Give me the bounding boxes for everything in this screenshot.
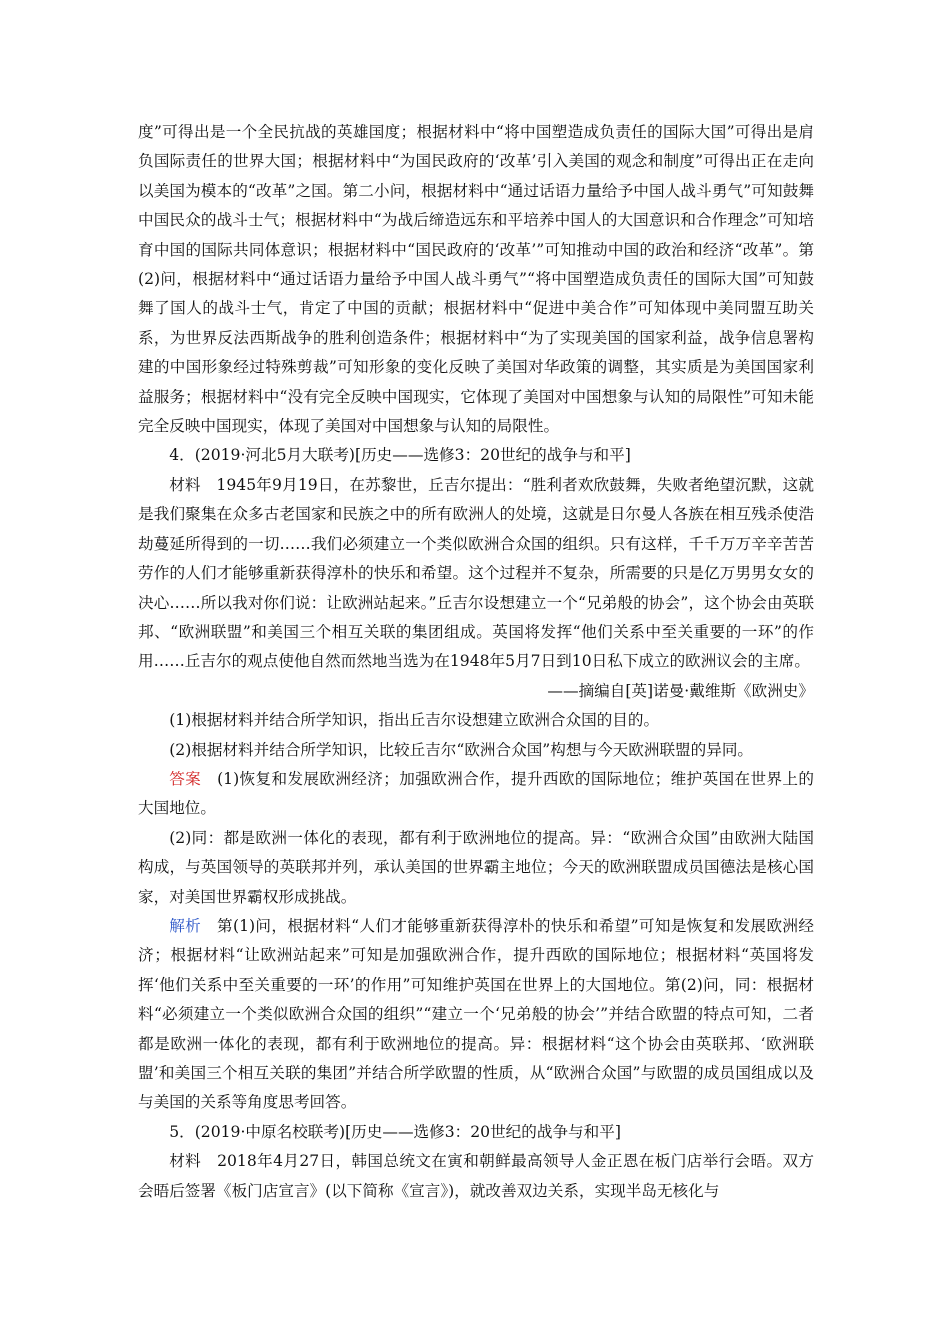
- analysis-paragraph: [138, 912, 814, 1118]
- analysis-continuation: 度”可得出是一个全民抗战的英雄国度；根据材料中“将中国塑造成负责任的国际大国”可得出是肩负国际责任的世界大国；根据材料中“为国民政府的‘改革’引入美国的观念和制度”可得出正在走向以美国为模本的“改革”之国。第二小问，根据材料中“通过话语力量给予中国人战斗勇气”可知鼓舞中国民众的战斗士气；根据材料中“为战后缔造远东和平培养中国人的大国意识和合作理念”可知培育中国的国际共同体意识；根据材料中“国民政府的‘改革’”可知推动中国的政治和经济“改革”。第(2)问，根据材料中“通过话语力量给予中国人战斗勇气”“将中国塑造成负责任的国际大国”可知鼓舞了国人的战斗士气，肯定了中国的贡献；根据材料中“促进中美合作”可知体现中美同盟互助关系，为世界反法西斯战争的胜利创造条件；根据材料中“为了实现美国的国家利益，战争信息署构建的中国形象经过特殊剪裁”可知形象的变化反映了美国对华政策的调整，其实质是为美国国家利益服务；根据材料中“没有完全反映中国现实，它体现了美国对中国想象与认知的局限性”可知未能完全反映中国现实，体现了美国对中国想象与认知的局限性。: [138, 123, 814, 436]
- answer-paragraph: [138, 765, 814, 824]
- question-4-part-1: (1)根据材料并结合所学知识，指出丘吉尔设想建立欧洲合众国的目的。: [169, 711, 660, 730]
- question-4-material: 材料 1945年9月19日，在苏黎世，丘吉尔提出：“胜利者欢欣鼓舞，失败者绝望沉默，这就是我们聚集在众多古老国家和民族之中的所有欧洲人的处境，这就是日尔曼人各族在相互残杀使浩劫蔓延所得到的一切……我们必须建立一个类似欧洲合众国的组织。只有这样，千千万万辛辛苦苦劳作的人们才能够重新获得淳朴的快乐和希望。这个过程并不复杂，所需要的只是亿万男男女女的决心……所以我对你们说：让欧洲站起来。”丘吉尔设想建立一个“兄弟般的协会”，这个协会由英联邦、“欧洲联盟”和美国三个相互关联的集团组成。英国将发挥“他们关系中至关重要的一环”的作用……丘吉尔的观点使他自然而然地当选为在1948年5月7日到10日私下成立的欧洲议会的主席。: [138, 475, 814, 671]
- answer-label: 答案: [169, 769, 202, 788]
- analysis-text: 第(1)问，根据材料“人们才能够重新获得淳朴的快乐和希望”可知是恢复和发展欧洲经济；根据材料“让欧洲站起来”可知是加强欧洲合作，提升西欧的国际地位；根据材料“英国将发挥‘他们关系中至关重要的一环’的作用”可知维护英国在世界上的大国地位。第(2)问，同：根据材料“必须建立一个类似欧洲合众国的组织”“建立一个‘兄弟般的协会’”并结合欧盟的特点可知，二者都是欧洲一体化的表现，都有利于欧洲地位的提高。异：根据材料“这个协会由英联邦、‘欧洲联盟’和美国三个相互关联的集团”并结合所学欧盟的性质，从“欧洲合众国”与欧盟的成员国组成以及与美国的关系等角度思考回答。: [138, 916, 814, 1112]
- document-page: [138, 118, 814, 1206]
- question-5-material: 材料 2018年4月27日，韩国总统文在寅和朝鲜最高领导人金正恩在板门店举行会晤。双方会晤后签署《板门店宣言》(以下简称《宣言》)，就改善双边关系，实现半岛无核化与: [138, 1152, 814, 1200]
- analysis-label: 解析: [169, 916, 202, 935]
- question-4-header: 4．(2019·河北5月大联考)[历史——选修3：20世纪的战争与和平]: [169, 446, 631, 465]
- material-source: ——摘编自[英]诺曼·戴维斯《欧洲史》: [547, 681, 814, 700]
- question-5-header: 5．(2019·中原名校联考)[历史——选修3：20世纪的战争与和平]: [169, 1122, 621, 1141]
- question-4-part-2: (2)根据材料并结合所学知识，比较丘吉尔“欧洲合众国”构想与今天欧洲联盟的异同。: [169, 740, 754, 759]
- answer-text: (1)恢复和发展欧洲经济；加强欧洲合作，提升西欧的国际地位；维护英国在世界上的大国地位。: [138, 769, 814, 818]
- answer-paragraph-2: (2)同：都是欧洲一体化的表现，都有利于欧洲地位的提高。异：“欧洲合众国”由欧洲大陆国构成，与英国领导的英联邦并列，承认美国的世界霸主地位；今天的欧洲联盟成员国德法是核心国家，对美国世界霸权形成挑战。: [138, 828, 814, 906]
